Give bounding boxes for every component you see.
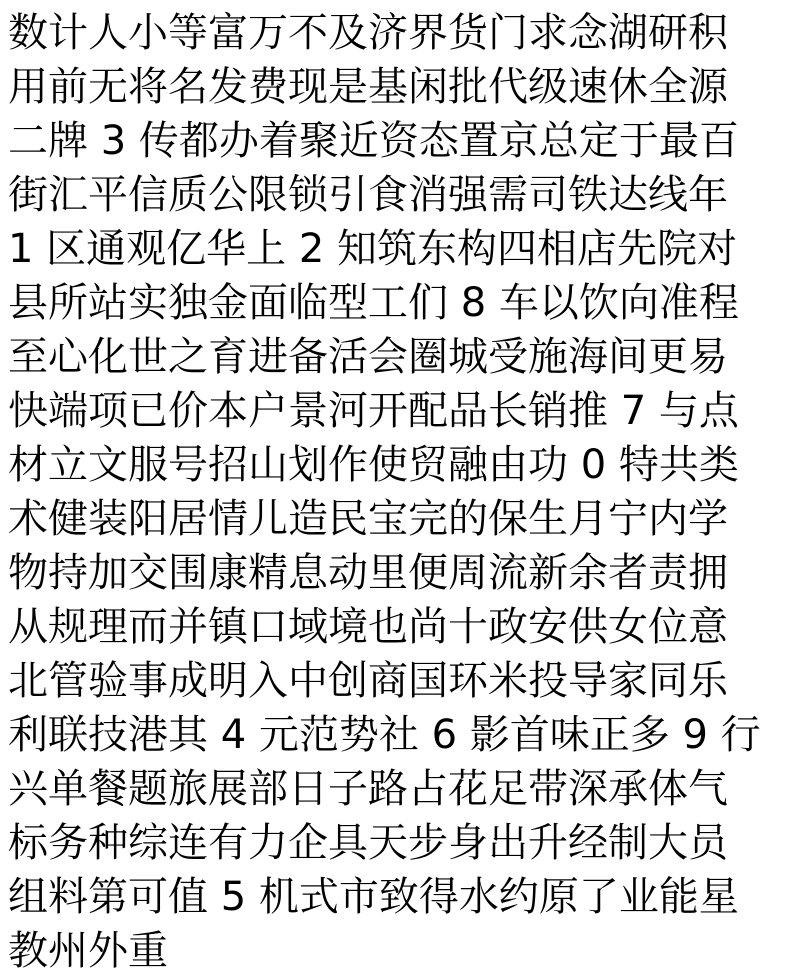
text-line-7: 至心化世之育进备活会圈城受施海间更易 xyxy=(8,334,728,380)
text-line-9: 材立文服号招山划作使贸融由功 0 特共类 xyxy=(8,442,739,488)
text-line-12: 从规理而并镇口域境也尚十政安供女位意 xyxy=(8,604,728,650)
text-line-2: 用前无将名发费现是基闲批代级速休全源 xyxy=(8,64,728,110)
text-line-4: 街汇平信质公限锁引食消强需司铁达线年 xyxy=(8,172,728,218)
text-line-13: 北管验事成明入中创商国环米投导家同乐 xyxy=(8,658,728,704)
text-line-15: 兴单餐题旅展部日子路占花足带深承体气 xyxy=(8,766,728,812)
text-page xyxy=(8,6,804,978)
text-line-16: 标务种综连有力企具天步身出升经制大员 xyxy=(8,820,728,866)
text-line-11: 物持加交围康精息动里便周流新余者责拥 xyxy=(8,550,728,596)
text-line-5: 1 区通观亿华上 2 知筑东构四相店先院对 xyxy=(8,226,738,272)
text-line-10: 术健装阳居情儿造民宝完的保生月宁内学 xyxy=(8,496,728,542)
text-line-14: 利联技港其 4 元范势社 6 影首味正多 9 行 xyxy=(8,712,761,758)
text-line-17: 组料第可值 5 机式市致得水约原了业能星 xyxy=(8,874,739,920)
text-line-3: 二牌 3 传都办着聚近资态置京总定于最百 xyxy=(8,118,739,164)
text-line-18: 教州外重 xyxy=(8,928,168,974)
text-line-1: 数计人小等富万不及济界货门求念湖研积 xyxy=(8,10,728,56)
text-line-6: 县所站实独金面临型工们 8 车以饮向准程 xyxy=(8,280,739,326)
text-line-8: 快端项已价本户景河开配品长销推 7 与点 xyxy=(8,388,739,434)
